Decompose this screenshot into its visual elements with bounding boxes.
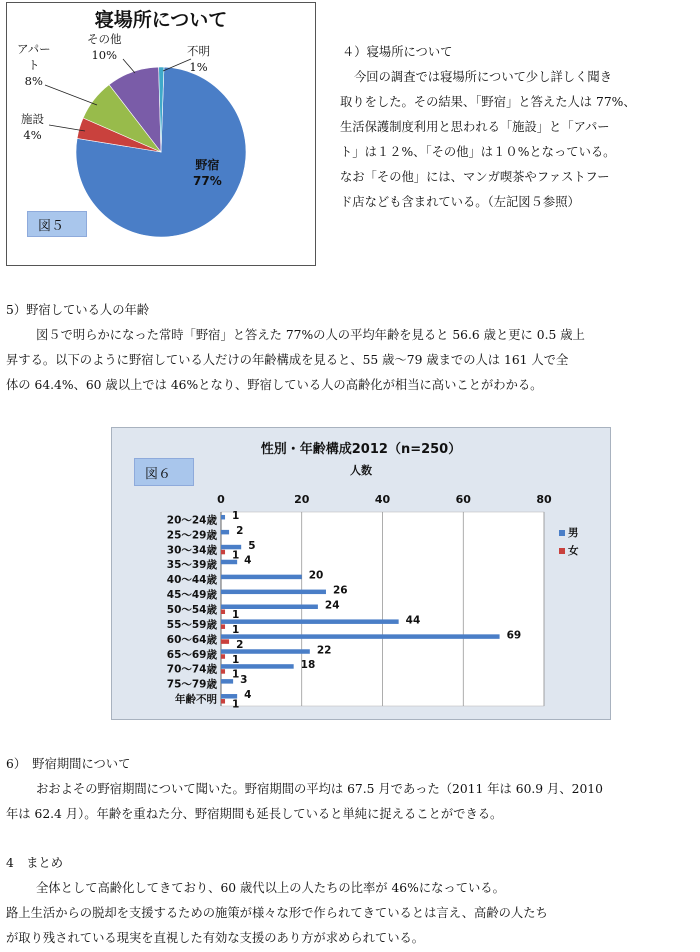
pie-label-fumei-text: 不明	[187, 44, 210, 58]
bar-female	[221, 550, 225, 555]
category-label: 65～69歳	[166, 648, 217, 661]
legend-swatch	[559, 548, 565, 554]
data-label: 4	[244, 554, 252, 567]
data-label: 22	[316, 644, 332, 657]
bar-male	[221, 634, 500, 639]
data-label: 1	[232, 653, 240, 666]
pie-leader-line-1	[45, 85, 97, 105]
figure6-bar-chart	[111, 427, 611, 720]
section4-heading: ４）寝場所について	[342, 45, 453, 59]
data-label: 1	[232, 509, 240, 522]
pie-label-apart-text-2: ト	[28, 58, 40, 72]
category-label: 50～54歳	[166, 604, 217, 616]
section4-line: 取りをした。その結果、「野宿」と答えた人は 77%、	[340, 95, 636, 109]
section5-line: 体の 64.4%、60 歳以上では 46%となり、野宿している人の高齢化が相当に高いことがわかる。	[6, 378, 543, 392]
bar-male	[221, 515, 225, 520]
section6-line: 年は 62.4 月）。年齢を重ねた分、野宿期間も延長していると単純に捉えることができる。	[6, 807, 503, 821]
data-label: 3	[240, 674, 248, 687]
pie-label-fumei-pct: 1%	[189, 60, 208, 74]
section4-line: 今回の調査では寝場所について少し詳しく聞き	[354, 70, 612, 84]
section5-line: 図５で明らかになった常時「野宿」と答えた 77%の人の平均年齢を見ると 56.6 歳と更に 0.5 歳上	[36, 328, 585, 342]
x-tick-label: 0	[217, 493, 225, 506]
pie-label-nojuku-pct: 77%	[193, 174, 222, 188]
category-label: 60～64歳	[166, 633, 217, 646]
pie-label-apart-text-1: アパー	[17, 42, 51, 56]
bar-female	[221, 610, 225, 615]
data-label: 1	[232, 698, 240, 711]
section6	[6, 752, 696, 827]
category-label: 55～59歳	[166, 618, 217, 631]
category-label: 20～24歳	[166, 514, 217, 527]
pie-label-sonota-pct: 10%	[91, 48, 118, 62]
data-label: 4	[244, 689, 252, 702]
bar-male	[221, 575, 302, 580]
legend-label: 女	[568, 545, 579, 557]
data-label: 44	[405, 614, 421, 627]
figure6-tag: 図６	[134, 458, 194, 486]
section4-line: ト」は１２%、「その他」は１０%となっている。	[340, 145, 616, 159]
section6-line: おおよその野宿期間について聞いた。野宿期間の平均は 67.5 月であった（2011 年は 60.9 月、2010	[36, 782, 603, 796]
data-label: 5	[248, 539, 256, 552]
pie-label-apart	[17, 41, 51, 89]
pie-label-shisetsu	[21, 111, 44, 143]
category-label: 30～34歳	[166, 544, 217, 557]
summary-line: 全体として高齢化してきており、60 歳代以上の人たちの比率が 46%になっている。	[36, 881, 505, 895]
pie-label-nojuku	[193, 157, 222, 189]
bar-female	[221, 639, 229, 644]
bar-svg	[112, 428, 610, 719]
figure5-title: 寝場所について	[94, 9, 228, 31]
category-label: 35～39歳	[166, 559, 217, 572]
section4-line: ド店なども含まれている。（左記図５参照）	[340, 195, 580, 209]
summary-heading: 4 まとめ	[6, 856, 64, 870]
data-label: 2	[236, 524, 244, 537]
bar-female	[221, 699, 225, 704]
figure5-tag: 図５	[27, 211, 87, 237]
pie-leader-line-2	[123, 59, 135, 73]
data-label: 1	[232, 623, 240, 636]
data-label: 20	[308, 569, 324, 582]
category-label: 40～44歳	[166, 574, 217, 587]
summary	[6, 851, 696, 951]
section4-line: 生活保護制度利用と思われる「施設」と「アパー	[340, 120, 610, 134]
data-label: 1	[232, 549, 240, 562]
x-tick-label: 40	[374, 493, 391, 506]
x-tick-label: 60	[455, 493, 471, 506]
section4	[340, 40, 690, 215]
pie-label-shisetsu-text: 施設	[21, 112, 44, 126]
category-label: 70～74歳	[166, 663, 217, 676]
chart-xlabel: 人数	[350, 464, 372, 477]
section5-line: 昇する。以下のように野宿している人だけの年齢構成を見ると、55 歳～79 歳までの人は 161 人で全	[6, 353, 569, 367]
pie-label-fumei	[187, 43, 210, 75]
chart-title: 性別・年齢構成2012（n=250）	[260, 442, 462, 457]
summary-line: が取り残されている現実を直視した有効な支援のあり方が求められている。	[6, 931, 425, 945]
pie-label-shisetsu-pct: 4%	[23, 128, 42, 142]
bar-male	[221, 619, 399, 624]
bar-female	[221, 624, 225, 629]
data-label: 26	[332, 584, 348, 597]
bar-male	[221, 530, 229, 535]
pie-label-sonota-text: その他	[87, 32, 122, 46]
data-label: 1	[232, 609, 240, 621]
category-label: 年齢不明	[175, 693, 217, 706]
section6-heading: 6） 野宿期間について	[6, 757, 131, 771]
x-tick-label: 20	[294, 493, 310, 506]
section5-heading: 5）野宿している人の年齢	[6, 303, 150, 317]
category-label: 45～49歳	[166, 589, 217, 602]
data-label: 24	[324, 599, 340, 612]
summary-line: 路上生活からの脱却を支援するための施策が様々な形で作られてきているとは言え、高齢の人たち	[6, 906, 548, 920]
bar-female	[221, 669, 225, 674]
section4-line: なお「その他」には、マンガ喫茶やファストフー	[340, 170, 610, 184]
data-label: 18	[300, 659, 316, 672]
figure5-pie-chart	[6, 2, 316, 266]
bar-male	[221, 590, 326, 595]
pie-label-apart-pct: 8%	[24, 74, 43, 88]
category-label: 25～29歳	[166, 529, 217, 542]
pie-label-sonota	[87, 31, 122, 63]
x-tick-label: 80	[536, 493, 552, 506]
legend-label: 男	[568, 527, 579, 539]
data-label: 1	[232, 668, 240, 681]
data-label: 2	[236, 638, 244, 651]
category-label: 75～79歳	[166, 678, 217, 691]
pie-label-nojuku-text: 野宿	[195, 158, 220, 172]
data-label: 69	[506, 629, 522, 642]
bar-female	[221, 654, 225, 659]
section5	[6, 298, 696, 398]
legend-swatch	[559, 530, 565, 536]
